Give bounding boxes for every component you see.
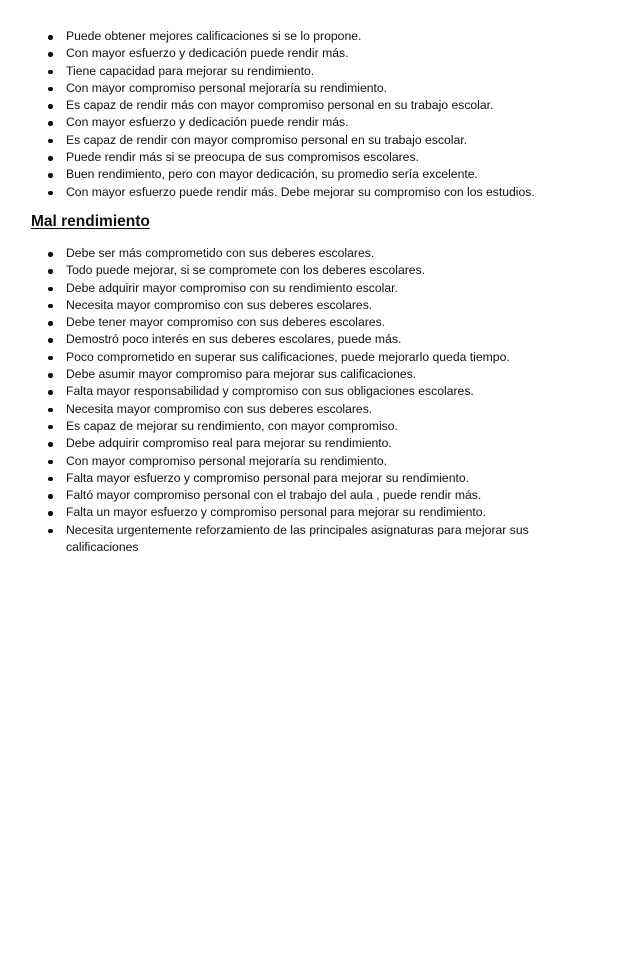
bullet-icon (48, 408, 53, 413)
bullet-icon (48, 70, 53, 75)
list-item (48, 45, 568, 62)
list-item-text: Con mayor compromiso personal mejoraría su rendimiento. (66, 80, 388, 95)
list-item (48, 522, 568, 557)
bullet-icon (48, 529, 53, 534)
list-item-text: Todo puede mejorar, si se compromete con los deberes escolares. (66, 263, 426, 278)
list-item-text: Es capaz de mejorar su rendimiento, con mayor compromiso. (66, 418, 398, 433)
list-item (48, 280, 568, 297)
section-heading-mal-rendimiento: Mal rendimiento (31, 213, 150, 230)
list-item-text: Necesita mayor compromiso con sus deberes escolares. (66, 401, 373, 416)
bullet-icon (48, 373, 53, 378)
list-item-text: Debe asumir mayor compromiso para mejorar sus calificaciones. (66, 367, 417, 382)
bullet-icon (48, 191, 53, 196)
list-item (48, 245, 568, 262)
list-item (48, 453, 568, 470)
list-item (48, 418, 568, 435)
list-item (48, 149, 568, 166)
bullet-icon (48, 338, 53, 343)
bullet-icon (48, 173, 53, 178)
bullet-icon (48, 156, 53, 161)
list-item-text: Debe adquirir mayor compromiso con su rendimiento escolar. (66, 280, 398, 295)
list-item-text: Falta mayor responsabilidad y compromiso con sus obligaciones escolares. (66, 384, 474, 399)
list-item (48, 80, 568, 97)
bullet-icon (48, 390, 53, 395)
bullet-icon (48, 87, 53, 92)
list-item (48, 401, 568, 418)
list-item (48, 487, 568, 504)
list-item-text: Con mayor esfuerzo y dedicación puede rendir más. (66, 46, 349, 61)
list-item (48, 28, 568, 45)
list-item-text: Faltó mayor compromiso personal con el trabajo del aula , puede rendir más. (66, 488, 482, 503)
list-item (48, 383, 568, 400)
list-item-text: Con mayor esfuerzo puede rendir más. Debe mejorar su compromiso con los estudios. (66, 184, 535, 199)
list-item-text: Debe adquirir compromiso real para mejorar su rendimiento. (66, 436, 392, 451)
list-item-text: Es capaz de rendir más con mayor compromiso personal en su trabajo escolar. (66, 98, 494, 113)
list-item-text: Necesita mayor compromiso con sus deberes escolares. (66, 297, 373, 312)
bullet-icon (48, 304, 53, 309)
list-item-text: Tiene capacidad para mejorar su rendimiento. (66, 63, 315, 78)
list-item-text: Puede rendir más si se preocupa de sus compromisos escolares. (66, 150, 419, 165)
list-item-text: Poco comprometido en superar sus calificaciones, puede mejorarlo queda tiempo. (66, 349, 510, 364)
list-item-text: Puede obtener mejores calificaciones si se lo propone. (66, 29, 362, 43)
bullet-icon (48, 121, 53, 126)
list-item-text: Buen rendimiento, pero con mayor dedicación, su promedio sería excelente. (66, 167, 478, 182)
bullet-icon (48, 477, 53, 482)
list-item-text: Falta un mayor esfuerzo y compromiso personal para mejorar su rendimiento. (66, 505, 486, 520)
bullet-icon (48, 252, 53, 257)
list-item-text: Necesita urgentemente reforzamiento de las principales asignaturas para mejorar sus calificaciones (66, 522, 529, 555)
list-item (48, 349, 568, 366)
bullet-icon (48, 442, 53, 447)
list-item-text: Falta mayor esfuerzo y compromiso personal para mejorar su rendimiento. (66, 470, 470, 485)
comment-list-bottom (48, 245, 568, 556)
bullet-icon (48, 35, 53, 40)
bullet-icon (48, 104, 53, 109)
list-item (48, 504, 568, 521)
list-item (48, 314, 568, 331)
list-item-text: Con mayor esfuerzo y dedicación puede rendir más. (66, 115, 349, 130)
bullet-icon (48, 269, 53, 274)
bullet-icon (48, 287, 53, 292)
list-item (48, 262, 568, 279)
bullet-icon (48, 511, 53, 516)
list-item (48, 297, 568, 314)
bullet-icon (48, 321, 53, 326)
list-item-text: Es capaz de rendir con mayor compromiso personal en su trabajo escolar. (66, 132, 468, 147)
list-item (48, 184, 568, 201)
bullet-icon (48, 460, 53, 465)
list-item (48, 366, 568, 383)
list-item (48, 435, 568, 452)
list-item (48, 97, 568, 114)
list-item (48, 63, 568, 80)
list-item-text: Demostró poco interés en sus deberes escolares, puede más. (66, 332, 402, 347)
list-item (48, 470, 568, 487)
bullet-icon (48, 494, 53, 499)
list-item (48, 132, 568, 149)
list-item (48, 114, 568, 131)
bullet-icon (48, 139, 53, 144)
list-item (48, 331, 568, 348)
list-item (48, 166, 568, 183)
bullet-icon (48, 52, 53, 57)
comment-list-top (48, 28, 568, 201)
bullet-icon (48, 356, 53, 361)
list-item-text: Debe ser más comprometido con sus deberes escolares. (66, 246, 375, 260)
list-item-text: Debe tener mayor compromiso con sus deberes escolares. (66, 315, 386, 330)
bullet-icon (48, 425, 53, 430)
list-item-text: Con mayor compromiso personal mejoraría su rendimiento. (66, 453, 388, 468)
